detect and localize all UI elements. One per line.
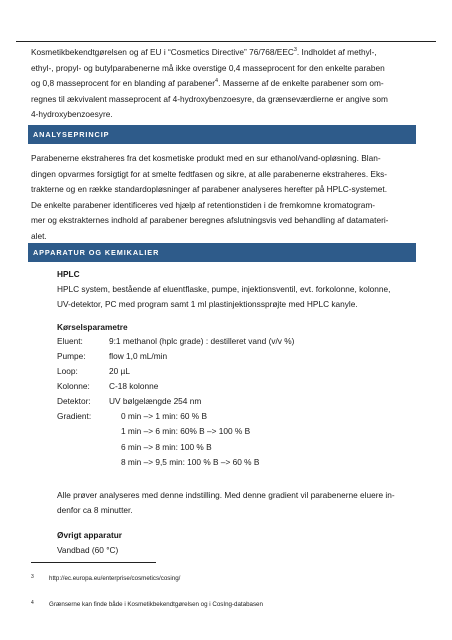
- param-row-pumpe: [57, 349, 167, 365]
- footnote-rule: [31, 562, 156, 563]
- other-equipment-line: Vandbad (60 °C): [57, 545, 119, 555]
- intro-line: [31, 76, 415, 92]
- param-value: C-18 kolonne: [109, 381, 159, 391]
- intro-text: . Indholdet af methyl-,: [296, 47, 377, 57]
- hplc-line: UV-detektor, PC med program samt 1 ml plastinjektionssprøjte med HPLC kanyle.: [57, 299, 358, 309]
- intro-line: ethyl-, propyl- og butylparabenerne må ikke overstige 0,4 masseprocent for den enkelte paraben: [31, 62, 385, 73]
- footnote-number: 3: [31, 574, 34, 580]
- note-line: Alle prøver analyseres med denne indstilling. Med denne gradient vil parabenerne eluere in-: [57, 490, 395, 500]
- footnote-text: Grænserne kan finde både i Kosmetikbekendtgørelsen og i CosIng-databasen: [49, 601, 263, 608]
- param-key: Eluent:: [57, 336, 83, 346]
- gradient-step: 8 min –> 9,5 min: 100 % B –> 60 % B: [121, 457, 260, 467]
- param-row-kolonne: [57, 379, 158, 395]
- footnote-ref: 3: [293, 47, 297, 54]
- footnote-4: [31, 599, 263, 609]
- note-line: denfor ca 8 minutter.: [57, 505, 133, 515]
- section-heading-analyseprincip: ANALYSEPRINCIP: [28, 125, 416, 144]
- intro-text: og 0,8 masseprocent for en blanding af parabener: [31, 78, 216, 88]
- footnote-text: http://ec.europa.eu/enterprise/cosmetics/cosing/: [49, 575, 181, 582]
- param-row-detektor: [57, 394, 201, 410]
- intro-text: Kosmetikbekendtgørelsen og af EU i “Cosmetics Directive” 76/768/EEC: [31, 47, 294, 57]
- param-value: 9:1 methanol (hplc grade) : destilleret vand (v/v %): [109, 336, 295, 346]
- gradient-step: 1 min –> 6 min: 60% B –> 100 % B: [121, 426, 251, 436]
- param-row-eluent: [57, 334, 294, 350]
- analyse-line: alet.: [31, 230, 47, 241]
- param-row-gradient: [57, 409, 109, 425]
- gradient-step: 6 min –> 8 min: 100 % B: [121, 442, 212, 452]
- subheading-hplc: HPLC: [57, 269, 80, 279]
- param-key: Pumpe:: [57, 351, 86, 361]
- intro-paragraph: [31, 45, 415, 123]
- intro-text: . Masserne af de enkelte parabener som om-: [218, 78, 384, 88]
- param-value: 20 µL: [109, 366, 130, 376]
- intro-line: [31, 45, 415, 61]
- subheading-korselsparametre: Kørselsparametre: [57, 322, 128, 332]
- footnote-number: 4: [31, 600, 34, 606]
- param-key: Gradient:: [57, 411, 92, 421]
- param-key: Loop:: [57, 366, 78, 376]
- footnote-ref: 4: [215, 78, 219, 85]
- analyse-line: Parabenerne ekstraheres fra det kosmetiske produkt med en sur ethanol/vand-opløsning. Blan-: [31, 153, 381, 163]
- subheading-ovrigt-apparatur: Øvrigt apparatur: [57, 530, 123, 540]
- analyse-line: De enkelte parabener identificeres ved hjælp af retentionstiden i de fremkomne kromatogram-: [31, 199, 376, 210]
- section-heading-apparatur: APPARATUR OG KEMIKALIER: [28, 243, 416, 262]
- footnote-3: [31, 573, 180, 583]
- gradient-step: 0 min –> 1 min: 60 % B: [121, 411, 208, 421]
- param-value: UV bølgelængde 254 nm: [109, 396, 202, 406]
- param-key: Kolonne:: [57, 381, 90, 391]
- analyse-line: trakterne og en række standardopløsninger af parabener analyseres herefter på HPLC-systemet.: [31, 184, 388, 194]
- param-value: flow 1,0 mL/min: [109, 351, 168, 361]
- analyse-paragraph: [31, 151, 415, 244]
- intro-line: regnes til ækvivalent masseprocent af 4-hydroxybenzoesyre, da grænseværdierne er angive som: [31, 93, 388, 104]
- intro-line: 4-hydroxybenzoesyre.: [31, 109, 113, 119]
- hplc-line: HPLC system, bestående af eluentflaske, pumpe, injektionsventil, evt. forkolonne, kolonne,: [57, 284, 391, 294]
- analyse-line: mer og ekstrakternes indhold af parabener beregnes afslutningsvis ved behandling af datamateri-: [31, 215, 389, 225]
- param-key: Detektor:: [57, 396, 91, 406]
- param-row-loop: [57, 364, 130, 380]
- analyse-line: dingen opvarmes forsigtigt for at smelte fedtfasen og sikre, at alle parabenerne ekstraheres. Eks-: [31, 168, 388, 179]
- header-rule: [16, 41, 436, 42]
